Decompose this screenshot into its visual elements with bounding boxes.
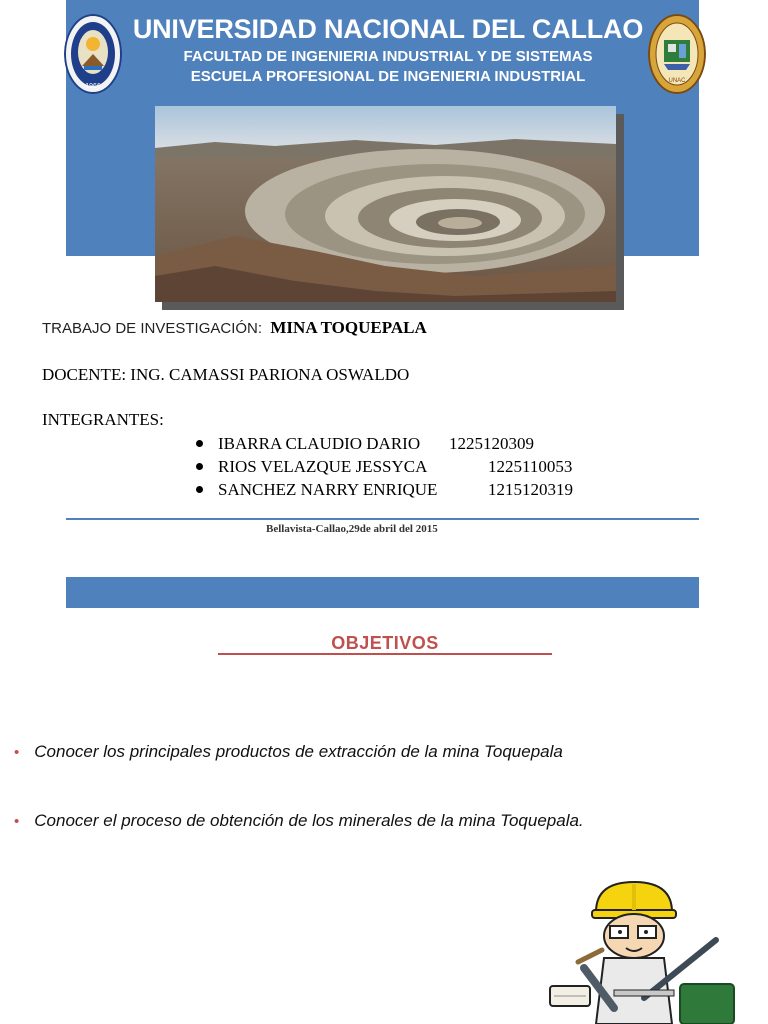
list-item bbox=[196, 432, 534, 455]
bullet-icon bbox=[196, 463, 203, 470]
member-name: RIOS VELAZQUE JESSYCA bbox=[218, 457, 428, 476]
list-item bbox=[196, 455, 573, 478]
teacher-line: DOCENTE: ING. CAMASSI PARIONA OSWALDO bbox=[42, 365, 410, 384]
member-name: SANCHEZ NARRY ENRIQUE bbox=[218, 480, 438, 499]
members-list bbox=[196, 432, 573, 501]
bullet-icon: • bbox=[14, 813, 20, 830]
faculty-seal-icon bbox=[648, 14, 706, 94]
bullet-icon: • bbox=[14, 744, 20, 761]
member-code: 1225110053 bbox=[488, 457, 573, 476]
bullet-icon bbox=[196, 486, 203, 493]
objective-text: Conocer los principales productos de extracción de la mina Toquepala bbox=[34, 742, 563, 761]
seal-label: UNAC bbox=[668, 78, 686, 84]
list-item bbox=[196, 478, 573, 501]
university-title: UNIVERSIDAD NACIONAL DEL CALLAO bbox=[132, 14, 644, 44]
objectives-heading: OBJETIVOS bbox=[331, 633, 439, 653]
seal-year: 1966 bbox=[85, 83, 101, 90]
faculty-title: FACULTAD DE INGENIERIA INDUSTRIAL Y DE SISTEMAS bbox=[183, 48, 593, 65]
research-title: MINA TOQUEPALA bbox=[270, 318, 427, 337]
date-line: Bellavista-Callao,29de abril del 2015 bbox=[266, 523, 438, 535]
objective-text: Conocer el proceso de obtención de los minerales de la mina Toquepala. bbox=[34, 811, 584, 830]
member-code: 1225120309 bbox=[449, 434, 534, 453]
engineer-cartoon-icon bbox=[544, 878, 744, 1024]
research-title-line bbox=[42, 318, 427, 338]
divider bbox=[66, 518, 699, 520]
school-title: ESCUELA PROFESIONAL DE INGENIERIA INDUSTRIAL bbox=[190, 68, 586, 85]
section-band bbox=[66, 577, 699, 608]
research-label: TRABAJO DE INVESTIGACIÓN: bbox=[42, 320, 263, 337]
member-code: 1215120319 bbox=[488, 480, 573, 499]
open-pit-mine-image bbox=[155, 106, 616, 302]
members-label: INTEGRANTES: bbox=[42, 410, 164, 429]
list-item bbox=[14, 811, 584, 831]
list-item bbox=[14, 742, 563, 762]
heading-underline bbox=[218, 653, 552, 655]
member-name: IBARRA CLAUDIO DARIO bbox=[218, 434, 421, 453]
bullet-icon bbox=[196, 440, 203, 447]
